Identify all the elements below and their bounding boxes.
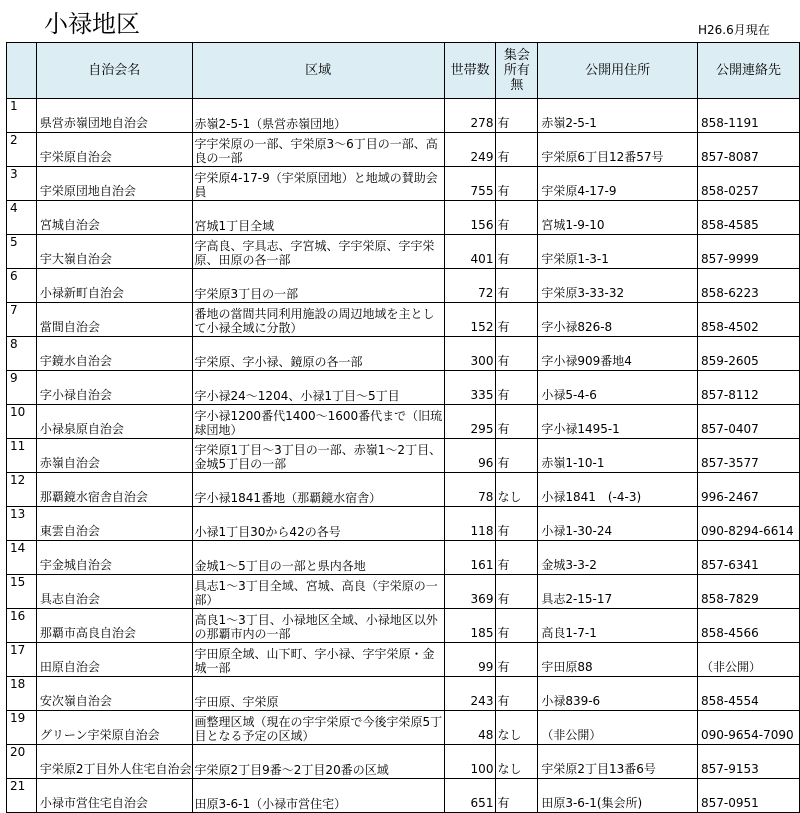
table-row xyxy=(7,99,800,133)
meeting-hall: 有 xyxy=(496,643,538,677)
public-address: 小禄839-6 xyxy=(538,677,698,711)
public-phone: 858-0257 xyxy=(698,167,800,201)
public-address: 宇栄原2丁目13番6号 xyxy=(538,745,698,779)
public-phone: 858-4502 xyxy=(698,303,800,337)
area-description: 字高良、字具志、字宮城、字宇栄原、字宇栄原、田原の各一部 xyxy=(192,235,444,269)
table-row xyxy=(7,507,800,541)
meeting-hall: 有 xyxy=(496,235,538,269)
household-count: 300 xyxy=(444,337,496,371)
public-address: 宇田原88 xyxy=(538,643,698,677)
public-address: 赤嶺1-10-1 xyxy=(538,439,698,473)
association-name: 宇金城自治会 xyxy=(36,541,192,575)
public-address: 赤嶺2-5-1 xyxy=(538,99,698,133)
household-count: 99 xyxy=(444,643,496,677)
association-name: 東雲自治会 xyxy=(36,507,192,541)
public-phone: （非公開） xyxy=(698,643,800,677)
row-number: 5 xyxy=(7,235,37,269)
meeting-hall: 有 xyxy=(496,541,538,575)
meeting-hall: なし xyxy=(496,745,538,779)
table-row xyxy=(7,575,800,609)
area-description: 字宇栄原の一部、宇栄原3～6丁目の一部、高良の一部 xyxy=(192,133,444,167)
row-number: 20 xyxy=(7,745,37,779)
meeting-hall: 有 xyxy=(496,99,538,133)
row-number: 13 xyxy=(7,507,37,541)
table-row xyxy=(7,439,800,473)
household-count: 278 xyxy=(444,99,496,133)
association-name: 字小禄自治会 xyxy=(36,371,192,405)
public-address: 字小禄909番地4 xyxy=(538,337,698,371)
area-description: 宇田原全域、山下町、字小禄、字宇栄原・金城一部 xyxy=(192,643,444,677)
header-no xyxy=(7,43,37,99)
household-count: 249 xyxy=(444,133,496,167)
public-phone: 857-3577 xyxy=(698,439,800,473)
association-name: 赤嶺自治会 xyxy=(36,439,192,473)
row-number: 16 xyxy=(7,609,37,643)
association-name: 宮城自治会 xyxy=(36,201,192,235)
table-body xyxy=(7,99,800,813)
public-address: 字小禄1495-1 xyxy=(538,405,698,439)
area-description: 宇栄原、字小禄、鏡原の各一部 xyxy=(192,337,444,371)
public-phone: 857-8087 xyxy=(698,133,800,167)
association-name: 宇大嶺自治会 xyxy=(36,235,192,269)
public-phone: 858-6223 xyxy=(698,269,800,303)
household-count: 401 xyxy=(444,235,496,269)
public-address: 小禄1-30-24 xyxy=(538,507,698,541)
table-row xyxy=(7,167,800,201)
meeting-hall: 有 xyxy=(496,371,538,405)
table-row xyxy=(7,405,800,439)
table-row xyxy=(7,133,800,167)
meeting-hall: 有 xyxy=(496,575,538,609)
row-number: 8 xyxy=(7,337,37,371)
area-description: 小禄1丁目30から42の各号 xyxy=(192,507,444,541)
public-phone: 857-6341 xyxy=(698,541,800,575)
row-number: 4 xyxy=(7,201,37,235)
public-address: 字小禄826-8 xyxy=(538,303,698,337)
row-number: 14 xyxy=(7,541,37,575)
row-number: 17 xyxy=(7,643,37,677)
table-row xyxy=(7,677,800,711)
area-description: 赤嶺2-5-1（県営赤嶺団地） xyxy=(192,99,444,133)
public-address: 宮城1-9-10 xyxy=(538,201,698,235)
row-number: 10 xyxy=(7,405,37,439)
area-description: 宮城1丁目全域 xyxy=(192,201,444,235)
row-number: 18 xyxy=(7,677,37,711)
meeting-hall: 有 xyxy=(496,167,538,201)
household-count: 156 xyxy=(444,201,496,235)
area-description: 宇栄原3丁目の一部 xyxy=(192,269,444,303)
public-phone: 857-9999 xyxy=(698,235,800,269)
area-description: 宇栄原2丁目9番～2丁目20番の区域 xyxy=(192,745,444,779)
area-description: 字小禄1200番代1400～1600番代まで（旧琉球団地） xyxy=(192,405,444,439)
public-address: 宇栄原6丁目12番57号 xyxy=(538,133,698,167)
household-count: 295 xyxy=(444,405,496,439)
public-address: 宇栄原4-17-9 xyxy=(538,167,698,201)
meeting-hall: 有 xyxy=(496,133,538,167)
page-title: 小禄地区 xyxy=(44,10,140,38)
meeting-hall: なし xyxy=(496,711,538,745)
household-count: 335 xyxy=(444,371,496,405)
header-hall: 集会所有無 xyxy=(496,43,538,99)
as-of-date: H26.6月現在 xyxy=(698,23,770,37)
area-description: 田原3-6-1（小禄市営住宅） xyxy=(192,779,444,813)
association-name: 県営赤嶺団地自治会 xyxy=(36,99,192,133)
meeting-hall: 有 xyxy=(496,507,538,541)
household-count: 755 xyxy=(444,167,496,201)
meeting-hall: 有 xyxy=(496,779,538,813)
header-households: 世帯数 xyxy=(444,43,496,99)
association-name: 那覇市高良自治会 xyxy=(36,609,192,643)
area-description: 画整理区域（現在の宇宇栄原で今後宇栄原5丁目となる予定の区域） xyxy=(192,711,444,745)
area-description: 宇田原、宇栄原 xyxy=(192,677,444,711)
public-address: （非公開） xyxy=(538,711,698,745)
meeting-hall: 有 xyxy=(496,337,538,371)
area-description: 宇栄原4-17-9（宇栄原団地）と地域の賛助会員 xyxy=(192,167,444,201)
meeting-hall: 有 xyxy=(496,677,538,711)
meeting-hall: 有 xyxy=(496,303,538,337)
row-number: 3 xyxy=(7,167,37,201)
public-address: 高良1-7-1 xyxy=(538,609,698,643)
association-name: 田原自治会 xyxy=(36,643,192,677)
public-phone: 858-4566 xyxy=(698,609,800,643)
public-phone: 858-7829 xyxy=(698,575,800,609)
meeting-hall: 有 xyxy=(496,269,538,303)
table-row xyxy=(7,643,800,677)
public-phone: 857-8112 xyxy=(698,371,800,405)
association-name: 宇栄原2丁目外人住宅自治会 xyxy=(36,745,192,779)
public-phone: 090-9654-7090 xyxy=(698,711,800,745)
row-number: 6 xyxy=(7,269,37,303)
household-count: 369 xyxy=(444,575,496,609)
row-number: 21 xyxy=(7,779,37,813)
household-count: 185 xyxy=(444,609,496,643)
table-row xyxy=(7,473,800,507)
association-name: 當間自治会 xyxy=(36,303,192,337)
public-phone: 090-8294-6614 xyxy=(698,507,800,541)
public-phone: 996-2467 xyxy=(698,473,800,507)
area-description: 宇栄原1丁目～3丁目の一部、赤嶺1～2丁目、金城5丁目の一部 xyxy=(192,439,444,473)
association-table xyxy=(6,42,800,813)
header-phone: 公開連絡先 xyxy=(698,43,800,99)
household-count: 100 xyxy=(444,745,496,779)
household-count: 78 xyxy=(444,473,496,507)
public-phone: 857-0951 xyxy=(698,779,800,813)
public-address: 小禄1841 (-4-3) xyxy=(538,473,698,507)
header-address: 公開用住所 xyxy=(538,43,698,99)
association-name: 宇栄原自治会 xyxy=(36,133,192,167)
association-name: 宇栄原団地自治会 xyxy=(36,167,192,201)
table-row xyxy=(7,269,800,303)
area-description: 高良1～3丁目、小禄地区全域、小禄地区以外の那覇市内の一部 xyxy=(192,609,444,643)
public-phone: 858-4585 xyxy=(698,201,800,235)
row-number: 1 xyxy=(7,99,37,133)
association-name: 安次嶺自治会 xyxy=(36,677,192,711)
household-count: 651 xyxy=(444,779,496,813)
row-number: 2 xyxy=(7,133,37,167)
header-row xyxy=(7,43,800,99)
meeting-hall: 有 xyxy=(496,201,538,235)
public-address: 小禄5-4-6 xyxy=(538,371,698,405)
household-count: 72 xyxy=(444,269,496,303)
meeting-hall: 有 xyxy=(496,439,538,473)
row-number: 9 xyxy=(7,371,37,405)
meeting-hall: 有 xyxy=(496,405,538,439)
table-row xyxy=(7,745,800,779)
public-phone: 857-9153 xyxy=(698,745,800,779)
row-number: 15 xyxy=(7,575,37,609)
public-phone: 858-4554 xyxy=(698,677,800,711)
household-count: 118 xyxy=(444,507,496,541)
association-name: 那覇鏡水宿舎自治会 xyxy=(36,473,192,507)
area-description: 字小禄24～1204、小禄1丁目～5丁目 xyxy=(192,371,444,405)
household-count: 243 xyxy=(444,677,496,711)
association-name: 小禄市営住宅自治会 xyxy=(36,779,192,813)
area-description: 金城1～5丁目の一部と県内各地 xyxy=(192,541,444,575)
meeting-hall: なし xyxy=(496,473,538,507)
area-description: 番地の當間共同利用施設の周辺地域を主として小禄全域に分散） xyxy=(192,303,444,337)
table-row xyxy=(7,337,800,371)
table-row xyxy=(7,371,800,405)
public-address: 具志2-15-17 xyxy=(538,575,698,609)
public-phone: 859-2605 xyxy=(698,337,800,371)
public-address: 田原3-6-1(集会所) xyxy=(538,779,698,813)
household-count: 161 xyxy=(444,541,496,575)
table-row xyxy=(7,201,800,235)
household-count: 48 xyxy=(444,711,496,745)
association-name: 小禄新町自治会 xyxy=(36,269,192,303)
public-address: 宇栄原1-3-1 xyxy=(538,235,698,269)
table-row xyxy=(7,711,800,745)
association-name: 具志自治会 xyxy=(36,575,192,609)
table-row xyxy=(7,541,800,575)
association-name: 宇鏡水自治会 xyxy=(36,337,192,371)
meeting-hall: 有 xyxy=(496,609,538,643)
table-row xyxy=(7,235,800,269)
public-address: 宇栄原3-33-32 xyxy=(538,269,698,303)
row-number: 11 xyxy=(7,439,37,473)
household-count: 96 xyxy=(444,439,496,473)
area-description: 具志1～3丁目全域、宮城、高良（宇栄原の一部） xyxy=(192,575,444,609)
row-number: 12 xyxy=(7,473,37,507)
header-area: 区域 xyxy=(192,43,444,99)
row-number: 19 xyxy=(7,711,37,745)
table-row xyxy=(7,609,800,643)
table-row xyxy=(7,303,800,337)
area-description: 字小禄1841番地（那覇鏡水宿舎） xyxy=(192,473,444,507)
row-number: 7 xyxy=(7,303,37,337)
public-phone: 858-1191 xyxy=(698,99,800,133)
association-name: グリーン宇栄原自治会 xyxy=(36,711,192,745)
household-count: 152 xyxy=(444,303,496,337)
public-address: 金城3-3-2 xyxy=(538,541,698,575)
header-name: 自治会名 xyxy=(36,43,192,99)
public-phone: 857-0407 xyxy=(698,405,800,439)
association-name: 小禄泉原自治会 xyxy=(36,405,192,439)
